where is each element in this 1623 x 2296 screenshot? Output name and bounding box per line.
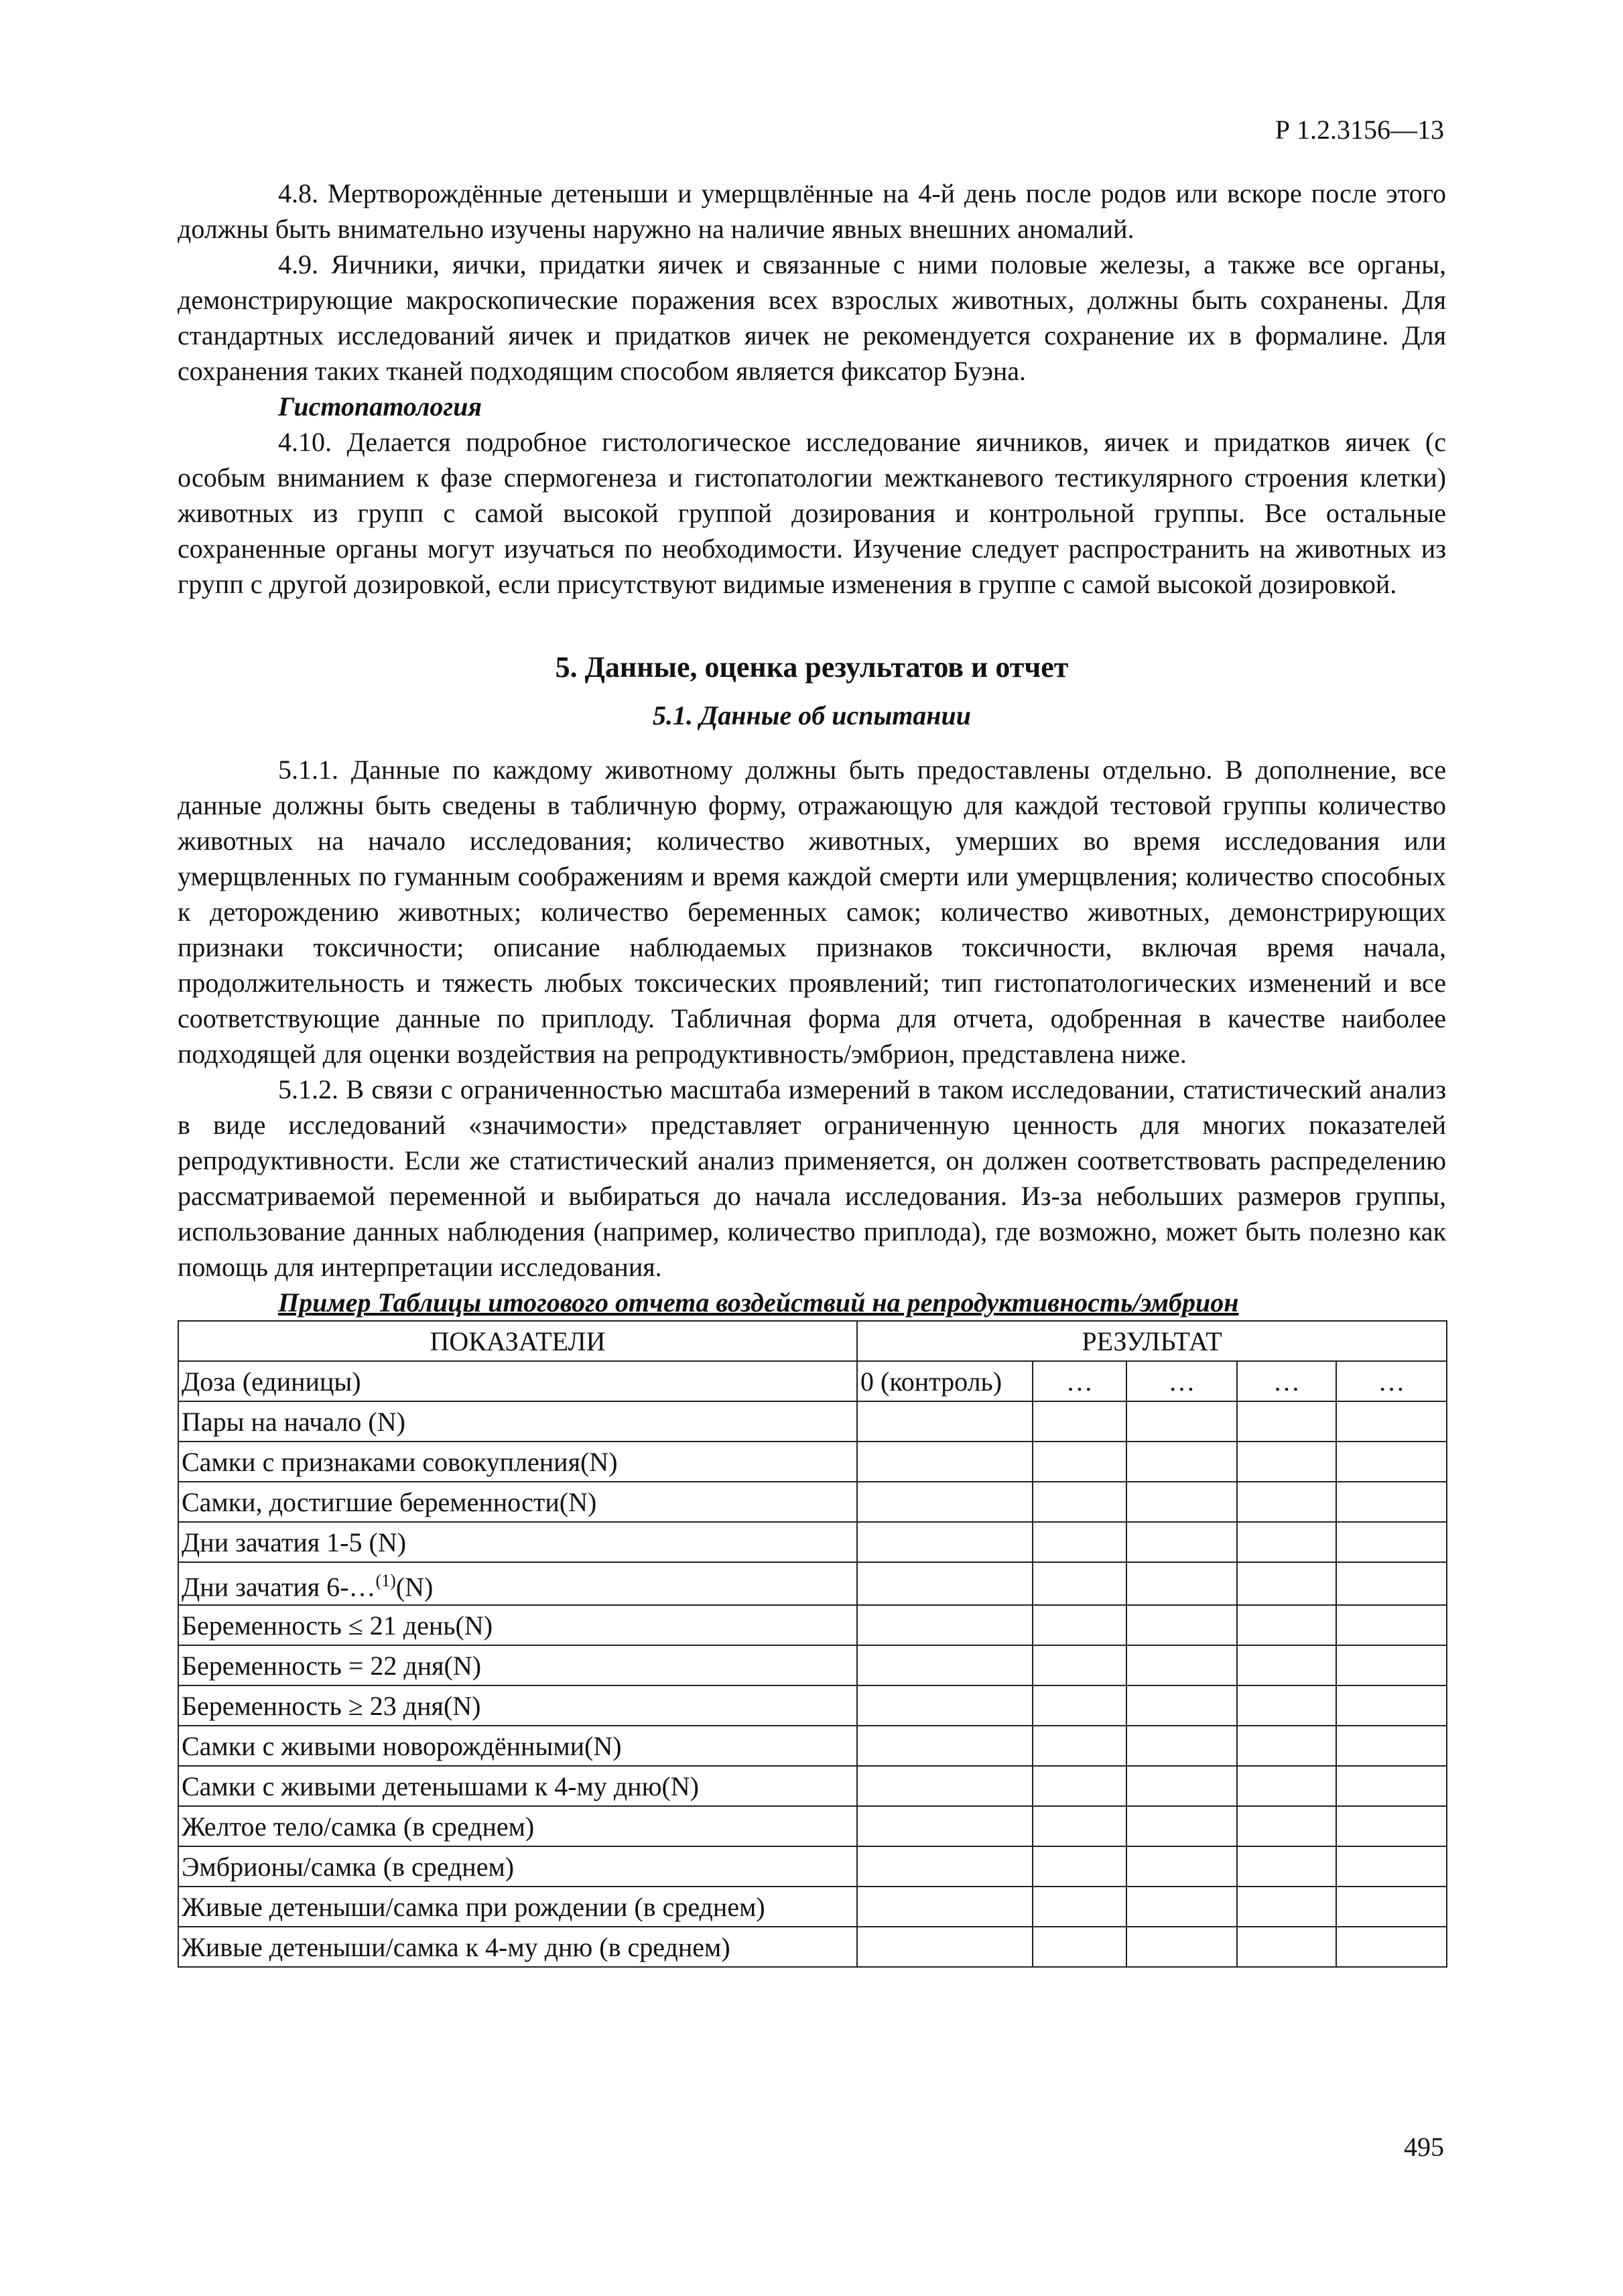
result-cell — [1336, 1846, 1447, 1887]
table-row — [178, 1927, 1447, 1967]
result-cell — [1126, 1887, 1237, 1927]
result-cell — [1237, 1685, 1336, 1726]
table-row — [178, 1442, 1447, 1482]
result-cell — [1126, 1562, 1237, 1605]
table-row — [178, 1887, 1447, 1927]
row-label: Беременность ≥ 23 дня(N) — [178, 1685, 857, 1726]
row-label: Пары на начало (N) — [178, 1401, 857, 1442]
page-number: 495 — [1404, 2132, 1444, 2162]
result-cell — [1336, 1401, 1447, 1442]
row-label: Самки с признаками совокупления(N) — [178, 1442, 857, 1482]
result-cell — [857, 1482, 1033, 1522]
row-label: Самки, достигшие беременности(N) — [178, 1482, 857, 1522]
dose-value: … — [1336, 1361, 1447, 1401]
result-cell — [1237, 1522, 1336, 1562]
result-cell — [1237, 1645, 1336, 1685]
result-cell — [857, 1522, 1033, 1562]
result-cell — [857, 1766, 1033, 1806]
result-cell — [857, 1927, 1033, 1967]
result-cell — [1237, 1605, 1336, 1645]
table-row — [178, 1726, 1447, 1766]
result-cell — [1033, 1482, 1126, 1522]
header-results: РЕЗУЛЬТАТ — [857, 1321, 1447, 1361]
result-cell — [1033, 1605, 1126, 1645]
dose-value: … — [1237, 1361, 1336, 1401]
result-cell — [1126, 1645, 1237, 1685]
result-cell — [1336, 1482, 1447, 1522]
result-cell — [1336, 1685, 1447, 1726]
result-cell — [1033, 1806, 1126, 1846]
result-cell — [1237, 1562, 1336, 1605]
result-cell — [1126, 1685, 1237, 1726]
result-cell — [1336, 1605, 1447, 1645]
result-cell — [857, 1645, 1033, 1685]
result-cell — [1033, 1766, 1126, 1806]
table-header-row — [178, 1321, 1447, 1361]
result-cell — [1033, 1887, 1126, 1927]
result-cell — [1336, 1927, 1447, 1967]
row-label: Дни зачатия 6-…$^{(1)}$(N) — [178, 1562, 857, 1605]
table-caption: Пример Таблицы итогового отчета воздействий на репродуктивность/эмбрион — [278, 1287, 1239, 1318]
dose-value: … — [1033, 1361, 1126, 1401]
footnote-marker: (1) — [375, 1571, 396, 1590]
report-table — [178, 1320, 1447, 1968]
result-cell — [1336, 1645, 1447, 1685]
result-cell — [1033, 1401, 1126, 1442]
dose-value: … — [1126, 1361, 1237, 1401]
table-row — [178, 1401, 1447, 1442]
result-cell — [1336, 1522, 1447, 1562]
result-cell — [1126, 1726, 1237, 1766]
table-row — [178, 1605, 1447, 1645]
subheading-histopathology: Гистопатология — [278, 391, 482, 422]
table-row — [178, 1562, 1447, 1605]
row-label: Живые детеныши/самка к 4-му дню (в среднем) — [178, 1927, 857, 1967]
result-cell — [1336, 1442, 1447, 1482]
result-cell — [1126, 1806, 1237, 1846]
result-cell — [1126, 1442, 1237, 1482]
result-cell — [1033, 1522, 1126, 1562]
subsection-title: 5.1. Данные об испытании — [652, 700, 972, 730]
paragraph-4-9: 4.9. Яичники, яички, придатки яичек и связанные с ними половые железы, а также все органы, демонстрирующие макроскопические поражения всех взрослых животных, должны быть сохранены. Для стандартных исследований яичек и придатков яичек не рекомендуется сохранение их в формалине. Для сохранения таких тканей подходящим способом является фиксатор Буэна. — [178, 249, 1446, 386]
result-cell — [1237, 1766, 1336, 1806]
table-row — [178, 1522, 1447, 1562]
table-row — [178, 1806, 1447, 1846]
result-cell — [857, 1887, 1033, 1927]
result-cell — [1126, 1605, 1237, 1645]
table-row — [178, 1685, 1447, 1726]
result-cell — [1033, 1927, 1126, 1967]
result-cell — [1336, 1887, 1447, 1927]
row-label: Самки с живыми новорождёнными(N) — [178, 1726, 857, 1766]
dose-row — [178, 1361, 1447, 1401]
result-cell — [1126, 1846, 1237, 1887]
result-cell — [1126, 1401, 1237, 1442]
row-label: Беременность ≤ 21 день(N) — [178, 1605, 857, 1645]
result-cell — [1237, 1482, 1336, 1522]
paragraph-4-8: 4.8. Мертворождённые детеныши и умерщвлённые на 4-й день после родов или вскоре после этого должны быть внимательно изучены наружно на наличие явных внешних аномалий. — [178, 178, 1446, 244]
result-cell — [857, 1726, 1033, 1766]
result-cell — [1033, 1685, 1126, 1726]
result-cell — [1033, 1726, 1126, 1766]
result-cell — [1126, 1522, 1237, 1562]
result-cell — [1237, 1846, 1336, 1887]
row-label: Беременность = 22 дня(N) — [178, 1645, 857, 1685]
result-cell — [857, 1685, 1033, 1726]
result-cell — [857, 1605, 1033, 1645]
paragraph-5-1-1: 5.1.1. Данные по каждому животному должны быть предоставлены отдельно. В дополнение, все данные должны быть сведены в табличную форму, отражающую для каждой тестовой группы количество животных на начало исследования; количество животных, умерших во время исследования или умерщвленных по гуманным соображениям и время каждой смерти или умерщвления; количество способных к деторождению животных; количество беременных самок; количество животных, демонстрирующих признаки токсичности; описание наблюдаемых признаков токсичности, включая время начала, продолжительность и тяжесть любых токсических проявлений; тип гистопатологических изменений и все соответствующие данные по приплоду. Табличная форма для отчета, одобренная в качестве наиболее подходящей для оценки воздействия на репродуктивность/эмбрион, представлена ниже. — [178, 755, 1446, 1069]
result-cell — [1033, 1562, 1126, 1605]
result-cell — [1336, 1806, 1447, 1846]
result-cell — [1237, 1442, 1336, 1482]
header-indicators: ПОКАЗАТЕЛИ — [178, 1321, 857, 1361]
result-cell — [1033, 1645, 1126, 1685]
result-cell — [1237, 1401, 1336, 1442]
result-cell — [1033, 1846, 1126, 1887]
result-cell — [1336, 1726, 1447, 1766]
section-title: 5. Данные, оценка результатов и отчет — [555, 651, 1069, 684]
result-cell — [1033, 1442, 1126, 1482]
document-code: Р 1.2.3156—13 — [1275, 115, 1444, 145]
table-row — [178, 1846, 1447, 1887]
result-cell — [1126, 1927, 1237, 1967]
row-label: Самки с живыми детенышами к 4-му дню(N) — [178, 1766, 857, 1806]
result-cell — [1126, 1766, 1237, 1806]
result-cell — [1237, 1927, 1336, 1967]
table-row — [178, 1645, 1447, 1685]
table-row — [178, 1482, 1447, 1522]
page-body — [178, 176, 1446, 1968]
result-cell — [1237, 1887, 1336, 1927]
dose-value: 0 (контроль) — [857, 1361, 1033, 1401]
result-cell — [857, 1562, 1033, 1605]
result-cell — [1336, 1766, 1447, 1806]
result-cell — [1336, 1562, 1447, 1605]
dose-label: Доза (единицы) — [178, 1361, 857, 1401]
row-label: Дни зачатия 1-5 (N) — [178, 1522, 857, 1562]
row-label: Живые детеныши/самка при рождении (в среднем) — [178, 1887, 857, 1927]
result-cell — [857, 1442, 1033, 1482]
table-row — [178, 1766, 1447, 1806]
paragraph-4-10: 4.10. Делается подробное гистологическое исследование яичников, яичек и придатков яичек (с особым вниманием к фазе спермогенеза и гистопатологии межтканевого тестикулярного строения клетки) животных из групп с самой высокой группой дозирования и контрольной группы. Все остальные сохраненные органы могут изучаться по необходимости. Изучение следует распространить на животных из групп с другой дозировкой, если присутствуют видимые изменения в группе с самой высокой дозировкой. — [178, 427, 1446, 599]
paragraph-5-1-2: 5.1.2. В связи с ограниченностью масштаба измерений в таком исследовании, статистический анализ в виде исследований «значимости» представляет ограниченную ценность для многих показателей репродуктивности. Если же статистический анализ применяется, он должен соответствовать распределению рассматриваемой переменной и выбираться до начала исследования. Из-за небольших размеров группы, использование данных наблюдения (например, количество приплода), где возможно, может быть полезно как помощь для интерпретации исследования. — [178, 1074, 1446, 1282]
row-label: Желтое тело/самка (в среднем) — [178, 1806, 857, 1846]
result-cell — [1237, 1806, 1336, 1846]
result-cell — [857, 1806, 1033, 1846]
result-cell — [1126, 1482, 1237, 1522]
result-cell — [857, 1401, 1033, 1442]
result-cell — [857, 1846, 1033, 1887]
row-label: Эмбрионы/самка (в среднем) — [178, 1846, 857, 1887]
result-cell — [1237, 1726, 1336, 1766]
